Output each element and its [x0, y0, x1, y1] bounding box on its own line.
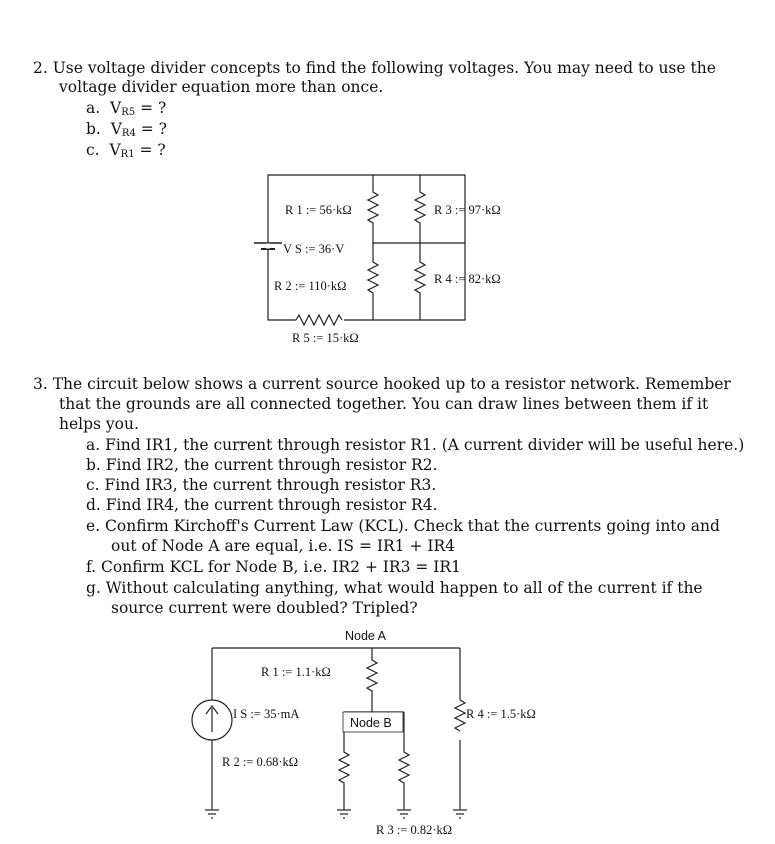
- r4-label: R 4 := 82·kΩ: [434, 272, 501, 286]
- node-b-label: Node B: [350, 716, 392, 730]
- problem2-intro-line2: voltage divider equation more than once.: [59, 78, 384, 96]
- r4-resistor: [415, 243, 425, 320]
- r3-label: R 3 := 97·kΩ: [434, 203, 501, 217]
- circuit-voltage-divider: [254, 175, 501, 345]
- problem3-part-d: d. Find IR4, the current through resistor R4.: [86, 496, 438, 514]
- problem3-part-e-line1: e. Confirm Kirchoff's Current Law (KCL). Check that the currents going into and: [86, 517, 720, 535]
- vs-label: V S := 36·V: [283, 242, 345, 256]
- problem2-part-a: a. $V_{R5}$ = ?: [86, 99, 167, 118]
- problem3-part-g-line1: g. Without calculating anything, what would happen to all of the current if the: [86, 579, 703, 597]
- problem2-intro-line1: 2. Use voltage divider concepts to find the following voltages. You may need to use the: [33, 59, 716, 77]
- problem3-intro-line3: helps you.: [59, 415, 139, 433]
- ground-icon: [205, 810, 219, 818]
- r2-label-b: R 2 := 0.68·kΩ: [222, 755, 299, 769]
- problem2-part-b: b. $V_{R4}$ = ?: [86, 120, 167, 139]
- r1-resistor: [368, 175, 378, 243]
- problem3-intro-line1: 3. The circuit below shows a current source hooked up to a resistor network. Remember: [33, 375, 731, 393]
- problem3-part-e-line2: out of Node A are equal, i.e. IS = IR1 + IR4: [111, 537, 456, 555]
- is-label: I S := 35·mA: [233, 707, 300, 721]
- r3-label-b: R 3 := 0.82·kΩ: [376, 823, 453, 837]
- r3-resistor: [415, 175, 425, 243]
- r1-resistor-b: [367, 648, 377, 712]
- problem2-part-c: c. $V_{R1}$ = ?: [86, 141, 166, 160]
- r2-resistor: [368, 243, 378, 320]
- problem3-part-a: a. Find IR1, the current through resistor R1. (A current divider will be useful here.): [86, 436, 745, 454]
- r1-label-b: R 1 := 1.1·kΩ: [261, 665, 331, 679]
- problem3-part-g-line2: source current were doubled? Tripled?: [111, 599, 418, 617]
- ground-icon: [453, 810, 467, 818]
- ground-icon: [337, 810, 351, 818]
- r4-label-b: R 4 := 1.5·kΩ: [466, 707, 536, 721]
- problem3-intro-line2: that the grounds are all connected together. You can draw lines between them if it: [59, 395, 709, 413]
- r2-label: R 2 := 110·kΩ: [274, 279, 347, 293]
- r1-label: R 1 := 56·kΩ: [285, 203, 352, 217]
- node-a-label: Node A: [345, 629, 387, 643]
- problem3-part-f: f. Confirm KCL for Node B, i.e. IR2 + IR3 = IR1: [86, 558, 461, 576]
- circuit-current-source: [192, 629, 536, 837]
- ground-icon: [397, 810, 411, 818]
- r5-label: R 5 := 15·kΩ: [292, 331, 359, 345]
- problem3-part-b: b. Find IR2, the current through resistor R2.: [86, 456, 438, 474]
- problem3-part-c: c. Find IR3, the current through resistor R3.: [86, 476, 437, 494]
